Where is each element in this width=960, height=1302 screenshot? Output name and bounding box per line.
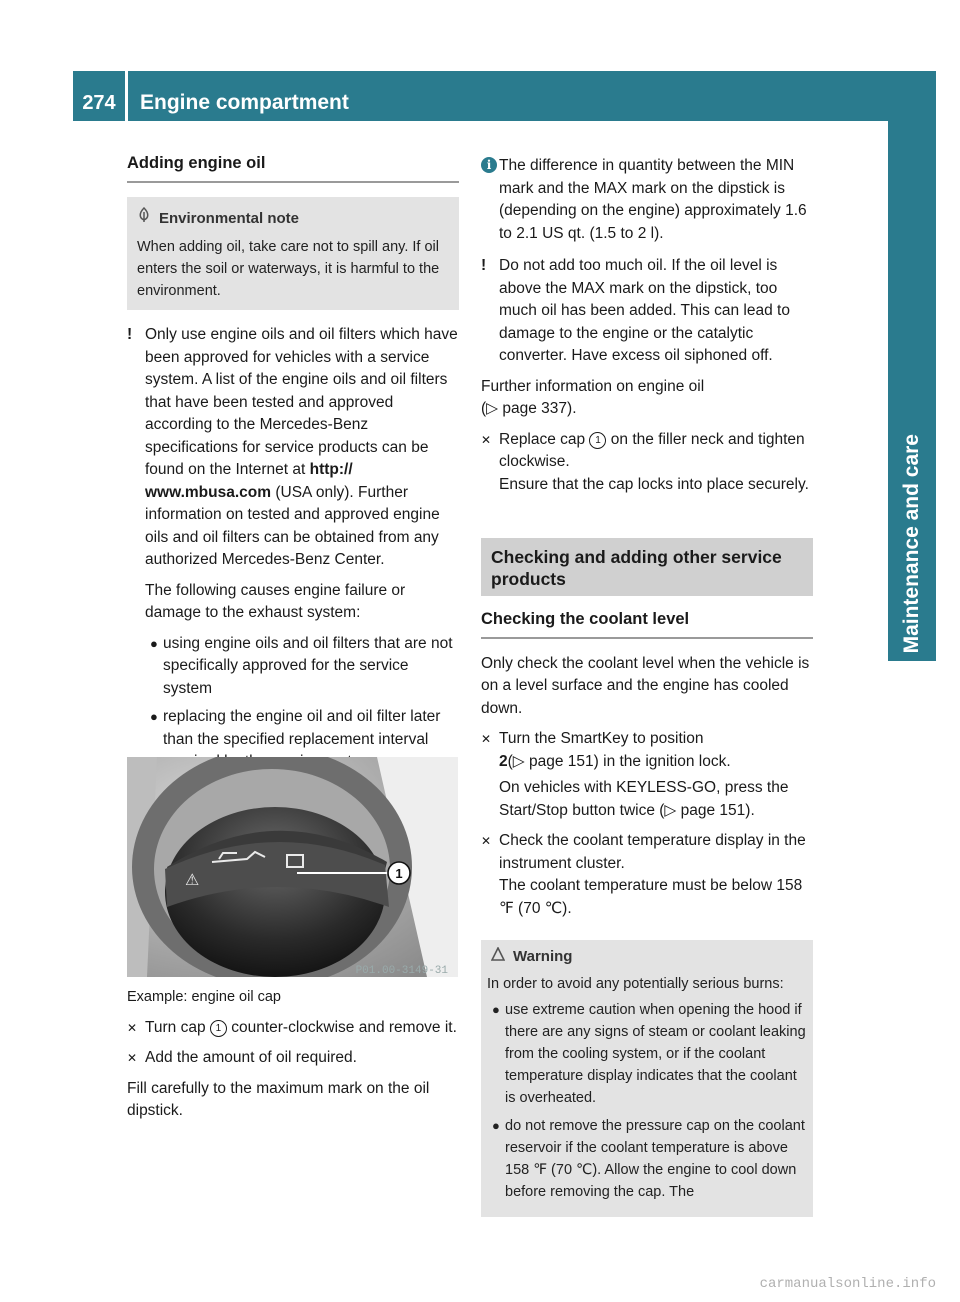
page-title: Engine compartment bbox=[140, 91, 349, 114]
warning-title: Warning bbox=[513, 948, 573, 965]
link-mbusa[interactable]: www.mbusa.com bbox=[145, 483, 272, 501]
warning-box bbox=[481, 940, 813, 1217]
fill-note: Fill carefully to the maximum mark on the oil dipstick. bbox=[127, 1079, 430, 1119]
step-check-temp: ✕ Check the coolant temperature display in the instrument cluster. The coolant temperature must be below 158 ℉ (70 ℃). bbox=[481, 832, 806, 917]
env-note-title: Environmental note bbox=[159, 209, 300, 227]
warning-oils: ! Only use engine oils and oil filters which have been approved for vehicles with a service system. A list of the engine oils and oil filters that have been tested and approved according to the Mercedes-Benz specifications for service products can be found on the Internet at http:// www.mbusa.com (USA only). Further information on tested and approved engine oils and oil filters can be obtained from any authorized Mercedes-Benz Center. bbox=[127, 326, 458, 568]
right-column bbox=[481, 155, 813, 1217]
callout-1-ref: 1 bbox=[589, 432, 606, 449]
step-arrow-icon: ✕ bbox=[481, 432, 492, 447]
coolant-intro: Only check the coolant level when the vehicle is on a level surface and the engine has cooled down. bbox=[481, 654, 810, 717]
environmental-note bbox=[127, 197, 459, 311]
watermark: carmanualsonline.info bbox=[759, 1276, 936, 1292]
list-item: ● do not remove the pressure cap on the coolant reservoir if the coolant temperature is above 158 ℉ (70 ℃). Allow the engine to cool down before removing the cap. The bbox=[487, 1115, 807, 1203]
list-item: ● using engine oils and oil filters that are not specifically approved for the service system bbox=[150, 634, 453, 697]
oil-cap-photo bbox=[127, 757, 458, 977]
warning-too-much-oil: ! Do not add too much oil. If the oil level is above the MAX mark on the dipstick, too much oil has been added. This can lead to damage to the engine or the catalytic converter. Have excess oil siphoned off. bbox=[481, 257, 790, 364]
causes-intro: The following causes engine failure or damage to the exhaust system: bbox=[145, 581, 406, 621]
list-item: ● use extreme caution when opening the hood if there are any signs of steam or coolant leaking from the cooling system, or if the coolant temperature display indicates that the coolant is overheated. bbox=[487, 999, 807, 1109]
side-tab[interactable] bbox=[888, 71, 936, 661]
exclamation-icon: ! bbox=[127, 326, 133, 343]
page-header bbox=[73, 71, 888, 121]
callout-1: 1 bbox=[395, 866, 403, 881]
page-ref-link[interactable]: (▷ page 337). bbox=[481, 400, 577, 417]
header-divider bbox=[125, 71, 128, 121]
oil-cap-illustration bbox=[127, 757, 458, 977]
step-arrow-icon: ✕ bbox=[127, 1020, 138, 1035]
svg-text:⚠: ⚠ bbox=[185, 870, 200, 889]
further-info: Further information on engine oil (▷ page 337). bbox=[481, 377, 705, 417]
step-turn-smartkey: ✕ Turn the SmartKey to position 2(▷ page 151) in the ignition lock. On vehicles with KEYLESS-GO, press the Start/Stop button twice (▷ page 151). bbox=[481, 730, 789, 819]
subsection-title-coolant: Checking the coolant level bbox=[481, 608, 813, 639]
page-number: 274 bbox=[82, 92, 116, 114]
left-column bbox=[127, 152, 459, 808]
warning-intro: In order to avoid any potentially serious burns: bbox=[487, 975, 784, 992]
env-note-text: When adding oil, take care not to spill any. If oil enters the soil or waterways, it is harmful to the environment. bbox=[137, 239, 440, 299]
section-title-adding-oil: Adding engine oil bbox=[127, 152, 459, 183]
step-replace-cap: ✕ Replace cap 1 on the filler neck and tighten clockwise. Ensure that the cap locks into place securely. bbox=[481, 430, 809, 493]
side-tab-label: Maintenance and care bbox=[900, 433, 923, 653]
info-oil-quantity: i The difference in quantity between the MIN mark and the MAX mark on the dipstick is (depending on the engine) approximately 1.6 to 2.1 US qt. (1.5 to 2 l). bbox=[481, 155, 813, 245]
image-caption: Example: engine oil cap bbox=[127, 989, 281, 1005]
left-column-lower bbox=[127, 986, 459, 1131]
leaf-icon bbox=[137, 207, 159, 231]
step-arrow-icon: ✕ bbox=[481, 732, 492, 746]
section-title-service-products: Checking and adding other service products bbox=[481, 538, 813, 596]
info-icon: i bbox=[481, 157, 497, 173]
list-item: ● replacing the engine oil and oil filter later than the specified replacement interval bbox=[150, 708, 441, 748]
bullet-icon: ● bbox=[150, 635, 158, 651]
image-code: P01.00-3149-31 bbox=[355, 965, 448, 977]
step-arrow-icon: ✕ bbox=[127, 1051, 138, 1065]
callout-1-ref: 1 bbox=[210, 1020, 227, 1037]
exclamation-icon: ! bbox=[481, 257, 487, 274]
footer bbox=[0, 1270, 960, 1302]
step-turn-cap: ✕ Turn cap 1 counter-clockwise and remove it. bbox=[127, 1017, 459, 1040]
bullet-icon: ● bbox=[492, 1117, 500, 1133]
bullet-icon: ● bbox=[492, 1001, 500, 1017]
bullet-icon: ● bbox=[150, 709, 158, 724]
warning-triangle-icon bbox=[487, 946, 513, 969]
link-url[interactable]: http:// bbox=[309, 461, 353, 478]
step-arrow-icon: ✕ bbox=[481, 834, 492, 848]
step-add-oil: ✕ Add the amount of oil required. bbox=[127, 1047, 459, 1070]
